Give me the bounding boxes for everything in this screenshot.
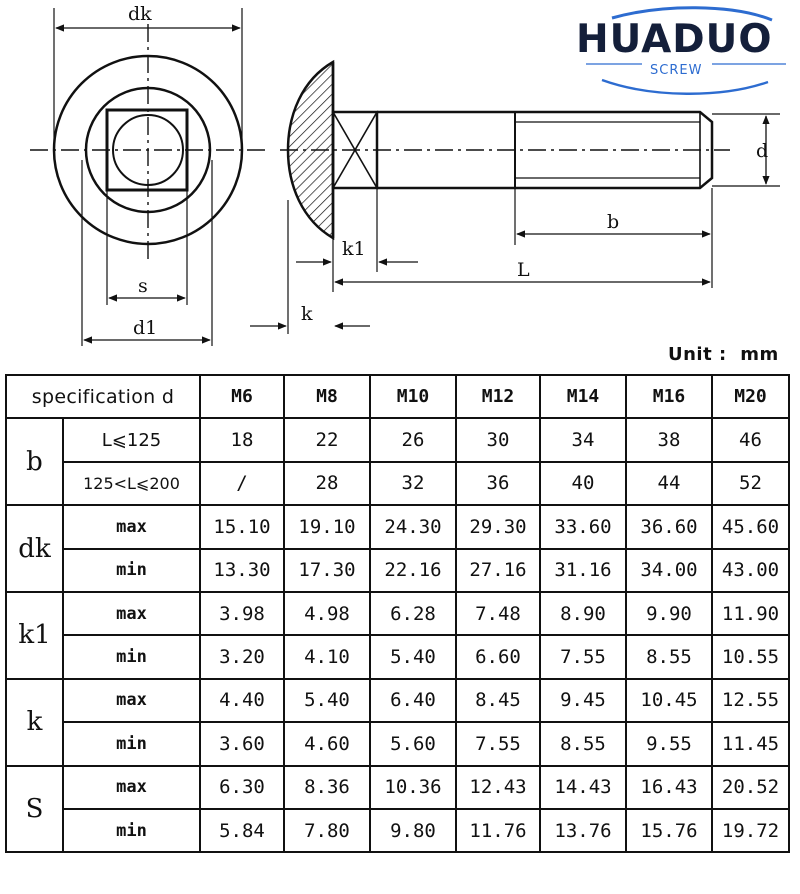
k1-max-value: 4.98 <box>284 592 370 635</box>
side-view <box>250 62 780 334</box>
dk-min-value: 27.16 <box>456 549 540 592</box>
dk-max-value: 33.60 <box>540 505 626 548</box>
s-min-value: 5.84 <box>200 809 284 852</box>
size-m8: M8 <box>284 375 370 418</box>
dk-min-row <box>6 549 789 592</box>
dk-max-row <box>6 505 789 548</box>
s-max-value: 16.43 <box>626 766 712 809</box>
max-label: max <box>63 766 200 809</box>
k-min-value: 5.60 <box>370 722 456 765</box>
min-label: min <box>63 549 200 592</box>
k-min-value: 11.45 <box>712 722 789 765</box>
k1-max-value: 7.48 <box>456 592 540 635</box>
brand-logo <box>572 6 800 96</box>
min-label: min <box>63 635 200 678</box>
k-max-value: 12.55 <box>712 679 789 722</box>
k-min-value: 9.55 <box>626 722 712 765</box>
s-label: S <box>6 766 63 853</box>
header-row <box>6 375 789 418</box>
k-max-value: 9.45 <box>540 679 626 722</box>
dk-min-value: 43.00 <box>712 549 789 592</box>
size-m16: M16 <box>626 375 712 418</box>
k-max-value: 10.45 <box>626 679 712 722</box>
dk-max-value: 24.30 <box>370 505 456 548</box>
unit-label: Unit : mm <box>668 344 779 365</box>
k1-max-value: 11.90 <box>712 592 789 635</box>
k-min-value: 7.55 <box>456 722 540 765</box>
label-k: k <box>301 303 313 325</box>
s-max-row <box>6 766 789 809</box>
dk-max-value: 36.60 <box>626 505 712 548</box>
k-min-row <box>6 722 789 765</box>
s-min-row <box>6 809 789 852</box>
k1-label: k1 <box>6 592 63 679</box>
k1-min-value: 5.40 <box>370 635 456 678</box>
min-label: min <box>63 722 200 765</box>
b-value: 46 <box>712 418 789 461</box>
b-condition-1: 125<L⩽200 <box>63 462 200 505</box>
k-label: k <box>6 679 63 766</box>
max-label: max <box>63 679 200 722</box>
size-m14: M14 <box>540 375 626 418</box>
b-value: 38 <box>626 418 712 461</box>
k1-max-row <box>6 592 789 635</box>
k1-max-value: 9.90 <box>626 592 712 635</box>
dk-max-value: 29.30 <box>456 505 540 548</box>
s-max-value: 6.30 <box>200 766 284 809</box>
b-value: 28 <box>284 462 370 505</box>
s-max-value: 12.43 <box>456 766 540 809</box>
k-max-row <box>6 679 789 722</box>
b-value: 40 <box>540 462 626 505</box>
spec-table <box>5 374 790 853</box>
k1-min-value: 8.55 <box>626 635 712 678</box>
label-k1: k1 <box>342 238 366 260</box>
k-max-value: 5.40 <box>284 679 370 722</box>
s-min-value: 7.80 <box>284 809 370 852</box>
b-value: 22 <box>284 418 370 461</box>
k-min-value: 8.55 <box>540 722 626 765</box>
min-label: min <box>63 809 200 852</box>
k1-min-value: 3.20 <box>200 635 284 678</box>
dk-min-value: 13.30 <box>200 549 284 592</box>
size-m6: M6 <box>200 375 284 418</box>
s-min-value: 15.76 <box>626 809 712 852</box>
brand-subtitle: SCREW <box>650 63 703 78</box>
k1-min-value: 7.55 <box>540 635 626 678</box>
brand-name: HUADUO <box>576 17 773 62</box>
b-row-0 <box>6 418 789 461</box>
s-max-value: 8.36 <box>284 766 370 809</box>
size-m20: M20 <box>712 375 789 418</box>
b-value: 32 <box>370 462 456 505</box>
k1-min-value: 6.60 <box>456 635 540 678</box>
label-L: L <box>517 259 530 281</box>
b-value: 26 <box>370 418 456 461</box>
s-min-value: 19.72 <box>712 809 789 852</box>
dk-max-value: 19.10 <box>284 505 370 548</box>
b-value: 36 <box>456 462 540 505</box>
s-max-value: 14.43 <box>540 766 626 809</box>
s-max-value: 10.36 <box>370 766 456 809</box>
label-d: d <box>756 140 769 162</box>
b-value: 30 <box>456 418 540 461</box>
s-min-value: 9.80 <box>370 809 456 852</box>
label-s: s <box>138 275 148 297</box>
k-max-value: 6.40 <box>370 679 456 722</box>
size-m12: M12 <box>456 375 540 418</box>
b-value: / <box>200 462 284 505</box>
k1-min-value: 10.55 <box>712 635 789 678</box>
k1-max-value: 8.90 <box>540 592 626 635</box>
label-d1: d1 <box>133 317 158 339</box>
b-value: 34 <box>540 418 626 461</box>
s-min-value: 11.76 <box>456 809 540 852</box>
dk-min-value: 34.00 <box>626 549 712 592</box>
k1-max-value: 6.28 <box>370 592 456 635</box>
b-value: 44 <box>626 462 712 505</box>
size-m10: M10 <box>370 375 456 418</box>
k-max-value: 4.40 <box>200 679 284 722</box>
dk-max-value: 15.10 <box>200 505 284 548</box>
dk-max-value: 45.60 <box>712 505 789 548</box>
k-min-value: 3.60 <box>200 722 284 765</box>
dk-min-value: 22.16 <box>370 549 456 592</box>
max-label: max <box>63 592 200 635</box>
k1-min-value: 4.10 <box>284 635 370 678</box>
s-min-value: 13.76 <box>540 809 626 852</box>
k1-max-value: 3.98 <box>200 592 284 635</box>
spec-label: specification d <box>6 375 200 418</box>
label-b: b <box>607 211 620 233</box>
b-value: 52 <box>712 462 789 505</box>
spec-table-body <box>6 375 789 852</box>
k-min-value: 4.60 <box>284 722 370 765</box>
dk-min-value: 17.30 <box>284 549 370 592</box>
max-label: max <box>63 505 200 548</box>
b-condition-0: L⩽125 <box>63 418 200 461</box>
b-row-1 <box>6 462 789 505</box>
b-label: b <box>6 418 63 505</box>
s-max-value: 20.52 <box>712 766 789 809</box>
b-value: 18 <box>200 418 284 461</box>
front-view <box>30 8 270 346</box>
dk-min-value: 31.16 <box>540 549 626 592</box>
label-dk: dk <box>128 3 152 25</box>
k1-min-row <box>6 635 789 678</box>
dk-label: dk <box>6 505 63 592</box>
k-max-value: 8.45 <box>456 679 540 722</box>
